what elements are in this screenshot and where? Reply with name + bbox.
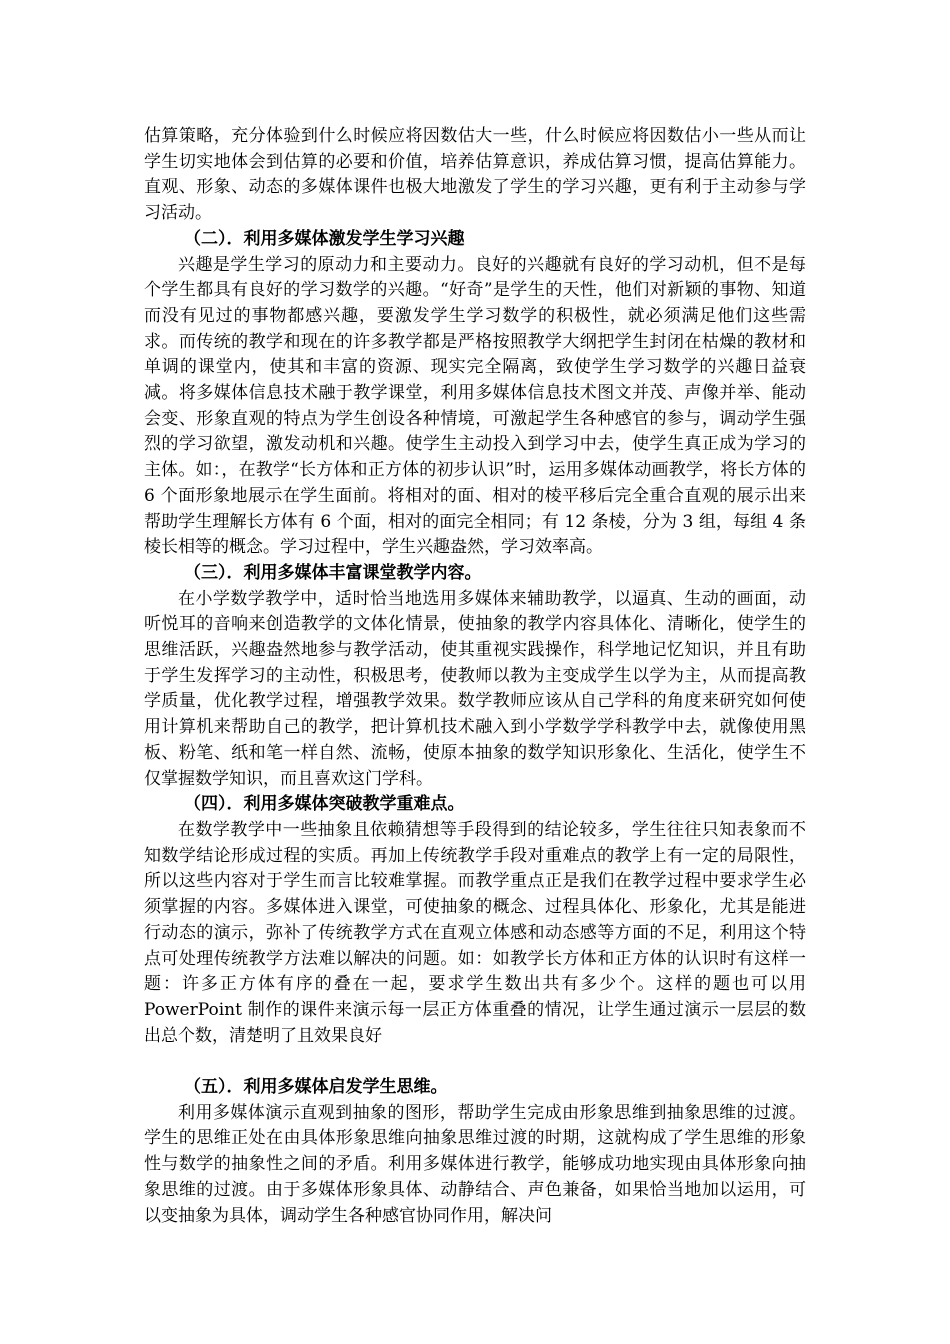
section-heading-4: （四）．利用多媒体突破教学重难点。 [184,794,465,815]
section-heading-2: （二）．利用多媒体激发学生学习兴趣 [184,228,465,249]
document-body [144,124,806,1229]
section-heading-3: （三）．利用多媒体丰富课堂教学内容。 [184,562,482,583]
section-body-3: 在小学数学教学中，适时恰当地选用多媒体来辅助教学，以逼真、生动的画面，动听悦耳的音响来创造教学的文体化情景，使抽象的教学内容具体化、清晰化，使学生的思维活跃，兴趣盎然地参与教学活动，使其重视实践操作，科学地记忆知识，并且有助于学生发挥学习的主动性，积极思考，使教师以教为主变成学生以学为主，从而提高教学质量，优化教学过程，增强教学效果。数学教师应该从自己学科的角度来研究如何使用计算机来帮助自己的教学，把计算机技术融入到小学数学学科教学中去，就像使用黑板、粉笔、纸和笔一样自然、流畅，使原本抽象的数学知识形象化、生活化，使学生不仅掌握数学知识，而且喜欢这门学科。 [144,588,806,789]
section-body-2: 兴趣是学生学习的原动力和主要动力。良好的兴趣就有良好的学习动机，但不是每个学生都具有良好的学习数学的兴趣。“好奇”是学生的天性，他们对新颖的事物、知道而没有见过的事物都感兴趣，要激发学生学习数学的积极性，就必须满足他们这些需求。而传统的教学和现在的许多教学都是严格按照教学大纲把学生封闭在枯燥的教材和单调的课堂内，使其和丰富的资源、现实完全隔离，致使学生学习数学的兴趣日益衰减。将多媒体信息技术融于教学课堂，利用多媒体信息技术图文并茂、声像并举、能动会变、形象直观的特点为学生创设各种情境，可激起学生各种感官的参与，调动学生强烈的学习欲望，激发动机和兴趣。使学生主动投入到学习中去，使学生真正成为学习的主体。如：，在教学“长方体和正方体的初步认识”时，运用多媒体动画教学，将长方体的 6 个面形象地展示在学生面前。将相对的面、相对的棱平移后完全重合直观的展示出来帮助学生理解长方体有 6 个面，相对的面完全相同；有 12 条棱，分为 3 组，每组 4 条棱长相等的概念。学习过程中，学生兴趣盎然，学习效率高。 [144,254,806,558]
section-body-4: 在数学教学中一些抽象且依赖猜想等手段得到的结论较多，学生往往只知表象而不知数学结论形成过程的实质。再加上传统教学手段对重难点的教学上有一定的局限性，所以这些内容对于学生而言比较难掌握。而教学重点正是我们在教学过程中要求学生必须掌握的内容。多媒体进入课堂，可使抽象的概念、过程具体化、形象化，尤其是能进行动态的演示，弥补了传统教学方式在直观立体感和动态感等方面的不足，利用这个特点可处理传统教学方法难以解决的问题。如：如教学长方体和正方体的认识时有这样一题：许多正方体有序的叠在一起，要求学生数出共有多少个。这样的题也可以用 PowerPoint 制作的课件来演示每一层正方体重叠的情况，让学生通过演示一层层的数出总个数，清楚明了且效果良好 [144,819,806,1046]
continuation-paragraph: 估算策略，充分体验到什么时候应将因数估大一些，什么时候应将因数估小一些从而让学生切实地体会到估算的必要和价值，培养估算意识，养成估算习惯，提高估算能力。直观、形象、动态的多媒体课件也极大地激发了学生的学习兴趣，更有利于主动参与学习活动。 [144,126,806,224]
section-heading-5: （五）．利用多媒体启发学生思维。 [184,1077,448,1097]
section-body-5: 利用多媒体演示直观到抽象的图形，帮助学生完成由形象思维到抽象思维的过渡。学生的思维正处在由具体形象思维向抽象思维过渡的时期，这就构成了学生思维的形象性与数学的抽象性之间的矛盾。利用多媒体进行教学，能够成功地实现由具体形象向抽象思维的过渡。由于多媒体形象具体、动静结合、声色兼备，如果恰当地加以运用，可以变抽象为具体，调动学生各种感官协同作用，解决问 [144,1102,806,1226]
blank-line [144,1049,806,1075]
